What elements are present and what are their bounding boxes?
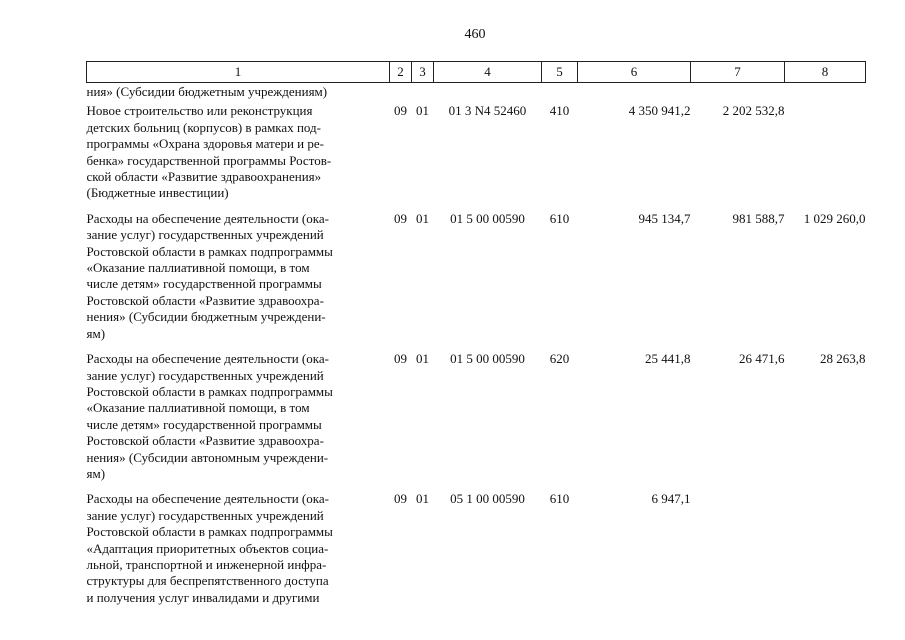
amount-col-6-cell: 945 134,7 (638, 210, 691, 226)
subsection-code-cell: 01 (416, 351, 429, 367)
description-line: структуры для беспрепятственного доступа (86, 573, 329, 589)
amount-col-7-cell: 2 202 532,8 (722, 103, 785, 119)
table-row (87, 208, 866, 348)
description-line: и получения услуг инвалидами и другими (86, 589, 320, 605)
description-line: зание услуг) государственных учреждений (86, 227, 324, 243)
description-cell (87, 348, 390, 488)
description-line: Ростовской области «Развитие здравоохра- (86, 433, 324, 449)
description-line: Ростовской области в рамках подпрограммы (86, 243, 333, 259)
continuation-row (87, 83, 866, 101)
description-line: «Адаптация приоритетных объектов социа- (86, 540, 329, 556)
description-cell (87, 488, 390, 612)
description-cell (87, 208, 390, 348)
description-cell (87, 100, 390, 207)
expense-type-cell: 620 (549, 351, 570, 367)
description-line: Ростовской области в рамках подпрограммы (86, 524, 333, 540)
description-line: ской области «Развитие здравоохранения» (86, 169, 322, 185)
section-code-cell: 09 (394, 103, 407, 119)
amount-col-7-cell: 981 588,7 (732, 210, 785, 226)
header-col-3: 3 (412, 62, 434, 83)
description-line: Новое строительство или реконструкция (86, 103, 313, 119)
description-line: числе детям» государственной программы (86, 276, 322, 292)
description-line: нения» (Субсидии автономным учреждени- (86, 449, 329, 465)
continuation-text: ния» (Субсидии бюджетным учреждениям) (86, 84, 328, 99)
description-line: льной, транспортной и инженерной инфра- (86, 556, 327, 572)
subsection-code-cell: 01 (416, 210, 429, 226)
description-line: (Бюджетные инвестиции) (86, 185, 229, 201)
amount-col-8-cell: 1 029 260,0 (803, 210, 866, 226)
description-line: зание услуг) государственных учреждений (86, 367, 324, 383)
header-col-8: 8 (785, 62, 866, 83)
amount-col-6-cell: 6 947,1 (651, 491, 691, 507)
description-line: числе детям» государственной программы (86, 416, 322, 432)
expense-type-cell: 610 (549, 491, 570, 507)
description-line: Ростовской области в рамках подпрограммы (86, 383, 333, 399)
description-line: программы «Охрана здоровья матери и ре- (86, 136, 324, 152)
section-code-cell: 09 (394, 210, 407, 226)
description-line: детских больниц (корпусов) в рамках под- (86, 119, 321, 135)
description-line: ям) (86, 325, 106, 341)
header-col-7: 7 (691, 62, 785, 83)
description-line: «Оказание паллиативной помощи, в том (86, 400, 310, 416)
target-article-cell: 01 5 00 00590 (450, 351, 525, 367)
description-line: зание услуг) государственных учреждений (86, 507, 324, 523)
subsection-code-cell: 01 (416, 491, 429, 507)
target-article-cell: 01 3 N4 52460 (448, 103, 527, 119)
subsection-code-cell: 01 (416, 103, 429, 119)
amount-col-8-cell: 28 263,8 (820, 351, 866, 367)
expense-type-cell: 410 (549, 103, 570, 119)
header-col-1: 1 (87, 62, 390, 83)
amount-col-7-cell (691, 488, 785, 612)
amount-col-6-cell: 4 350 941,2 (628, 103, 691, 119)
description-line: Расходы на обеспечение деятельности (ока- (86, 491, 329, 507)
header-col-6: 6 (578, 62, 691, 83)
target-article-cell: 05 1 00 00590 (450, 491, 525, 507)
amount-col-8-cell (785, 488, 866, 612)
target-article-cell: 01 5 00 00590 (450, 210, 525, 226)
header-col-4: 4 (434, 62, 542, 83)
description-line: нения» (Субсидии бюджетным учреждени- (86, 309, 326, 325)
header-row (87, 62, 866, 83)
description-line: ям) (86, 465, 106, 481)
description-line: бенка» государственной программы Ростов- (86, 152, 332, 168)
section-code-cell: 09 (394, 491, 407, 507)
table-row (87, 100, 866, 207)
amount-col-6-cell: 25 441,8 (645, 351, 691, 367)
expense-type-cell: 610 (549, 210, 570, 226)
header-col-2: 2 (390, 62, 412, 83)
description-line: Расходы на обеспечение деятельности (ока- (86, 210, 329, 226)
page-number: 460 (464, 27, 486, 42)
amount-col-7-cell: 26 471,6 (739, 351, 785, 367)
table-row (87, 488, 866, 612)
amount-col-8-cell (785, 100, 866, 207)
description-line: Расходы на обеспечение деятельности (ока- (86, 351, 329, 367)
header-col-5: 5 (542, 62, 578, 83)
table-row (87, 348, 866, 488)
description-line: Ростовской области «Развитие здравоохра- (86, 292, 324, 308)
section-code-cell: 09 (394, 351, 407, 367)
budget-table (86, 61, 866, 612)
description-line: «Оказание паллиативной помощи, в том (86, 260, 310, 276)
